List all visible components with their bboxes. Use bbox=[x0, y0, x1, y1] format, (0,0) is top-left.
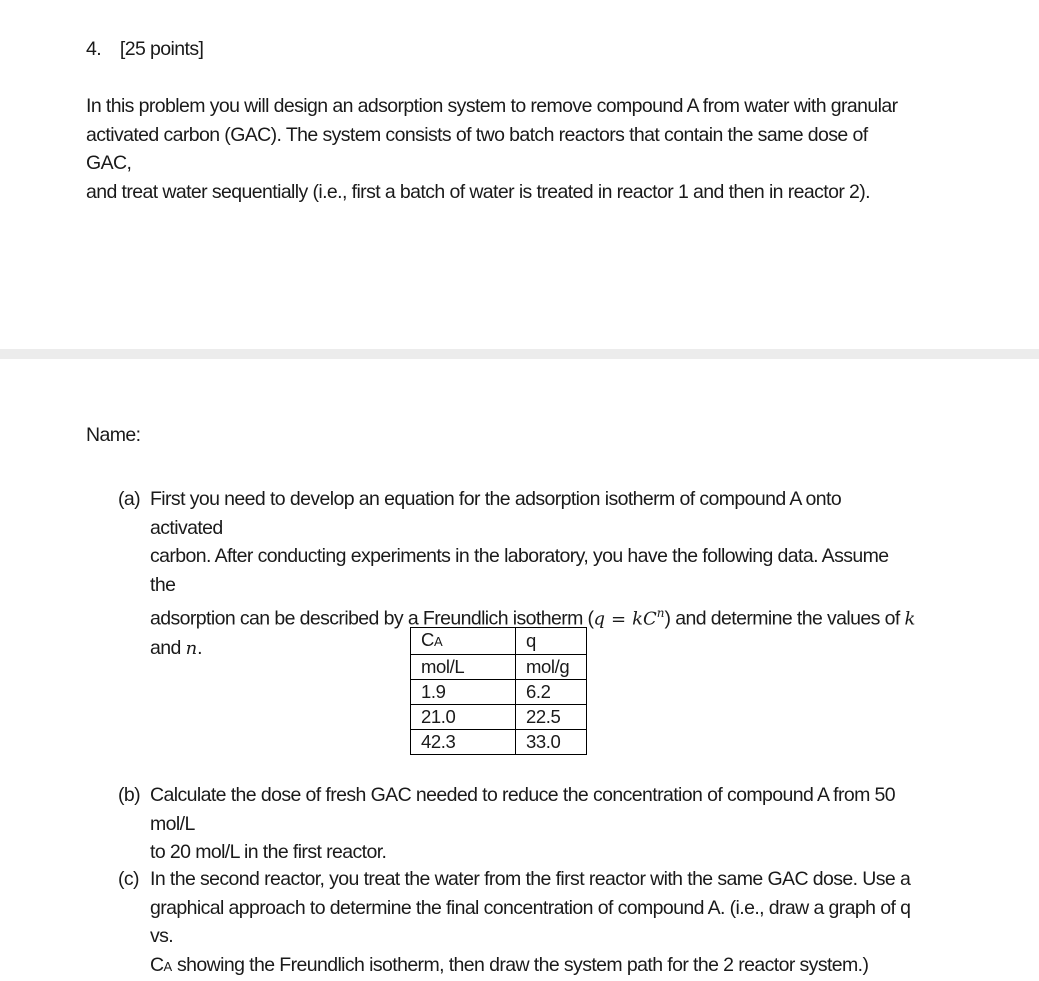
var-n: n bbox=[185, 638, 198, 659]
intro-line: In this problem you will design an adsorption system to remove compound A from water with granular bbox=[86, 95, 898, 117]
var-k: k bbox=[904, 608, 916, 630]
question-points: [25 points] bbox=[119, 38, 204, 60]
table-cell: 42.3 bbox=[411, 730, 516, 755]
problem-intro bbox=[86, 92, 906, 206]
part-c-ca-sub: A bbox=[163, 958, 173, 974]
part-b-line: Calculate the dose of fresh GAC needed to reduce the concentration of compound A from 50 mol/L bbox=[150, 784, 896, 835]
part-c-line: showing the Freundlich isotherm, then draw the system path for the 2 reactor system.) bbox=[172, 953, 869, 976]
table-row bbox=[411, 680, 587, 705]
part-b bbox=[118, 781, 918, 867]
eq-n: n bbox=[656, 606, 665, 620]
question-number: 4. bbox=[86, 38, 102, 60]
intro-line: and treat water sequentially (i.e., first a batch of water is treated in reactor 1 and then in reactor 2). bbox=[86, 180, 871, 203]
part-b-text bbox=[150, 781, 918, 867]
part-a-line: ) and determine the values of bbox=[664, 607, 905, 630]
table-row bbox=[411, 730, 587, 755]
page-break-divider bbox=[0, 349, 1039, 359]
part-a-line: carbon. After conducting experiments in the laboratory, you have the following data. Assume the bbox=[150, 545, 889, 596]
part-a-marker: (a) bbox=[118, 488, 141, 510]
table-cell: 1.9 bbox=[411, 680, 516, 705]
part-a-line: adsorption can be described by a Freundlich isotherm ( bbox=[150, 607, 594, 630]
table-cell: 22.5 bbox=[516, 705, 587, 730]
table-row bbox=[411, 705, 587, 730]
part-b-marker: (b) bbox=[118, 784, 141, 806]
eq-q: q bbox=[593, 608, 605, 630]
table-cell: mol/L bbox=[411, 655, 516, 680]
table-header-row bbox=[411, 628, 587, 655]
table-cell: 6.2 bbox=[516, 680, 587, 705]
part-a-period: . bbox=[197, 637, 202, 659]
table-cell: 33.0 bbox=[516, 730, 587, 755]
table-units-row bbox=[411, 655, 587, 680]
part-c-marker: (c) bbox=[118, 868, 139, 890]
table-header-cell: CA bbox=[411, 628, 516, 655]
table-header-cell: q bbox=[516, 628, 587, 655]
part-c-line: In the second reactor, you treat the water from the first reactor with the same GAC dose. Use a bbox=[150, 868, 911, 890]
question-header bbox=[86, 37, 203, 61]
part-c-line: graphical approach to determine the final concentration of compound A. (i.e., draw a graph of q vs. bbox=[150, 896, 911, 947]
part-c-text bbox=[150, 865, 918, 981]
table-cell: mol/g bbox=[516, 655, 587, 680]
intro-line: activated carbon (GAC). The system consists of two batch reactors that contain the same dose of GAC, bbox=[86, 123, 868, 174]
part-a-line: and bbox=[150, 637, 186, 659]
part-a-line: First you need to develop an equation for the adsorption isotherm of compound A onto activated bbox=[150, 488, 842, 539]
isotherm-data-table bbox=[410, 627, 587, 755]
part-c-ca: C bbox=[150, 953, 164, 976]
part-c bbox=[118, 865, 918, 981]
name-label: Name: bbox=[86, 424, 141, 446]
eq-c: C bbox=[642, 608, 657, 630]
table-cell: 21.0 bbox=[411, 705, 516, 730]
part-b-line: to 20 mol/L in the first reactor. bbox=[150, 841, 387, 863]
eq-equals: = bbox=[610, 608, 627, 630]
eq-k: k bbox=[632, 608, 643, 630]
